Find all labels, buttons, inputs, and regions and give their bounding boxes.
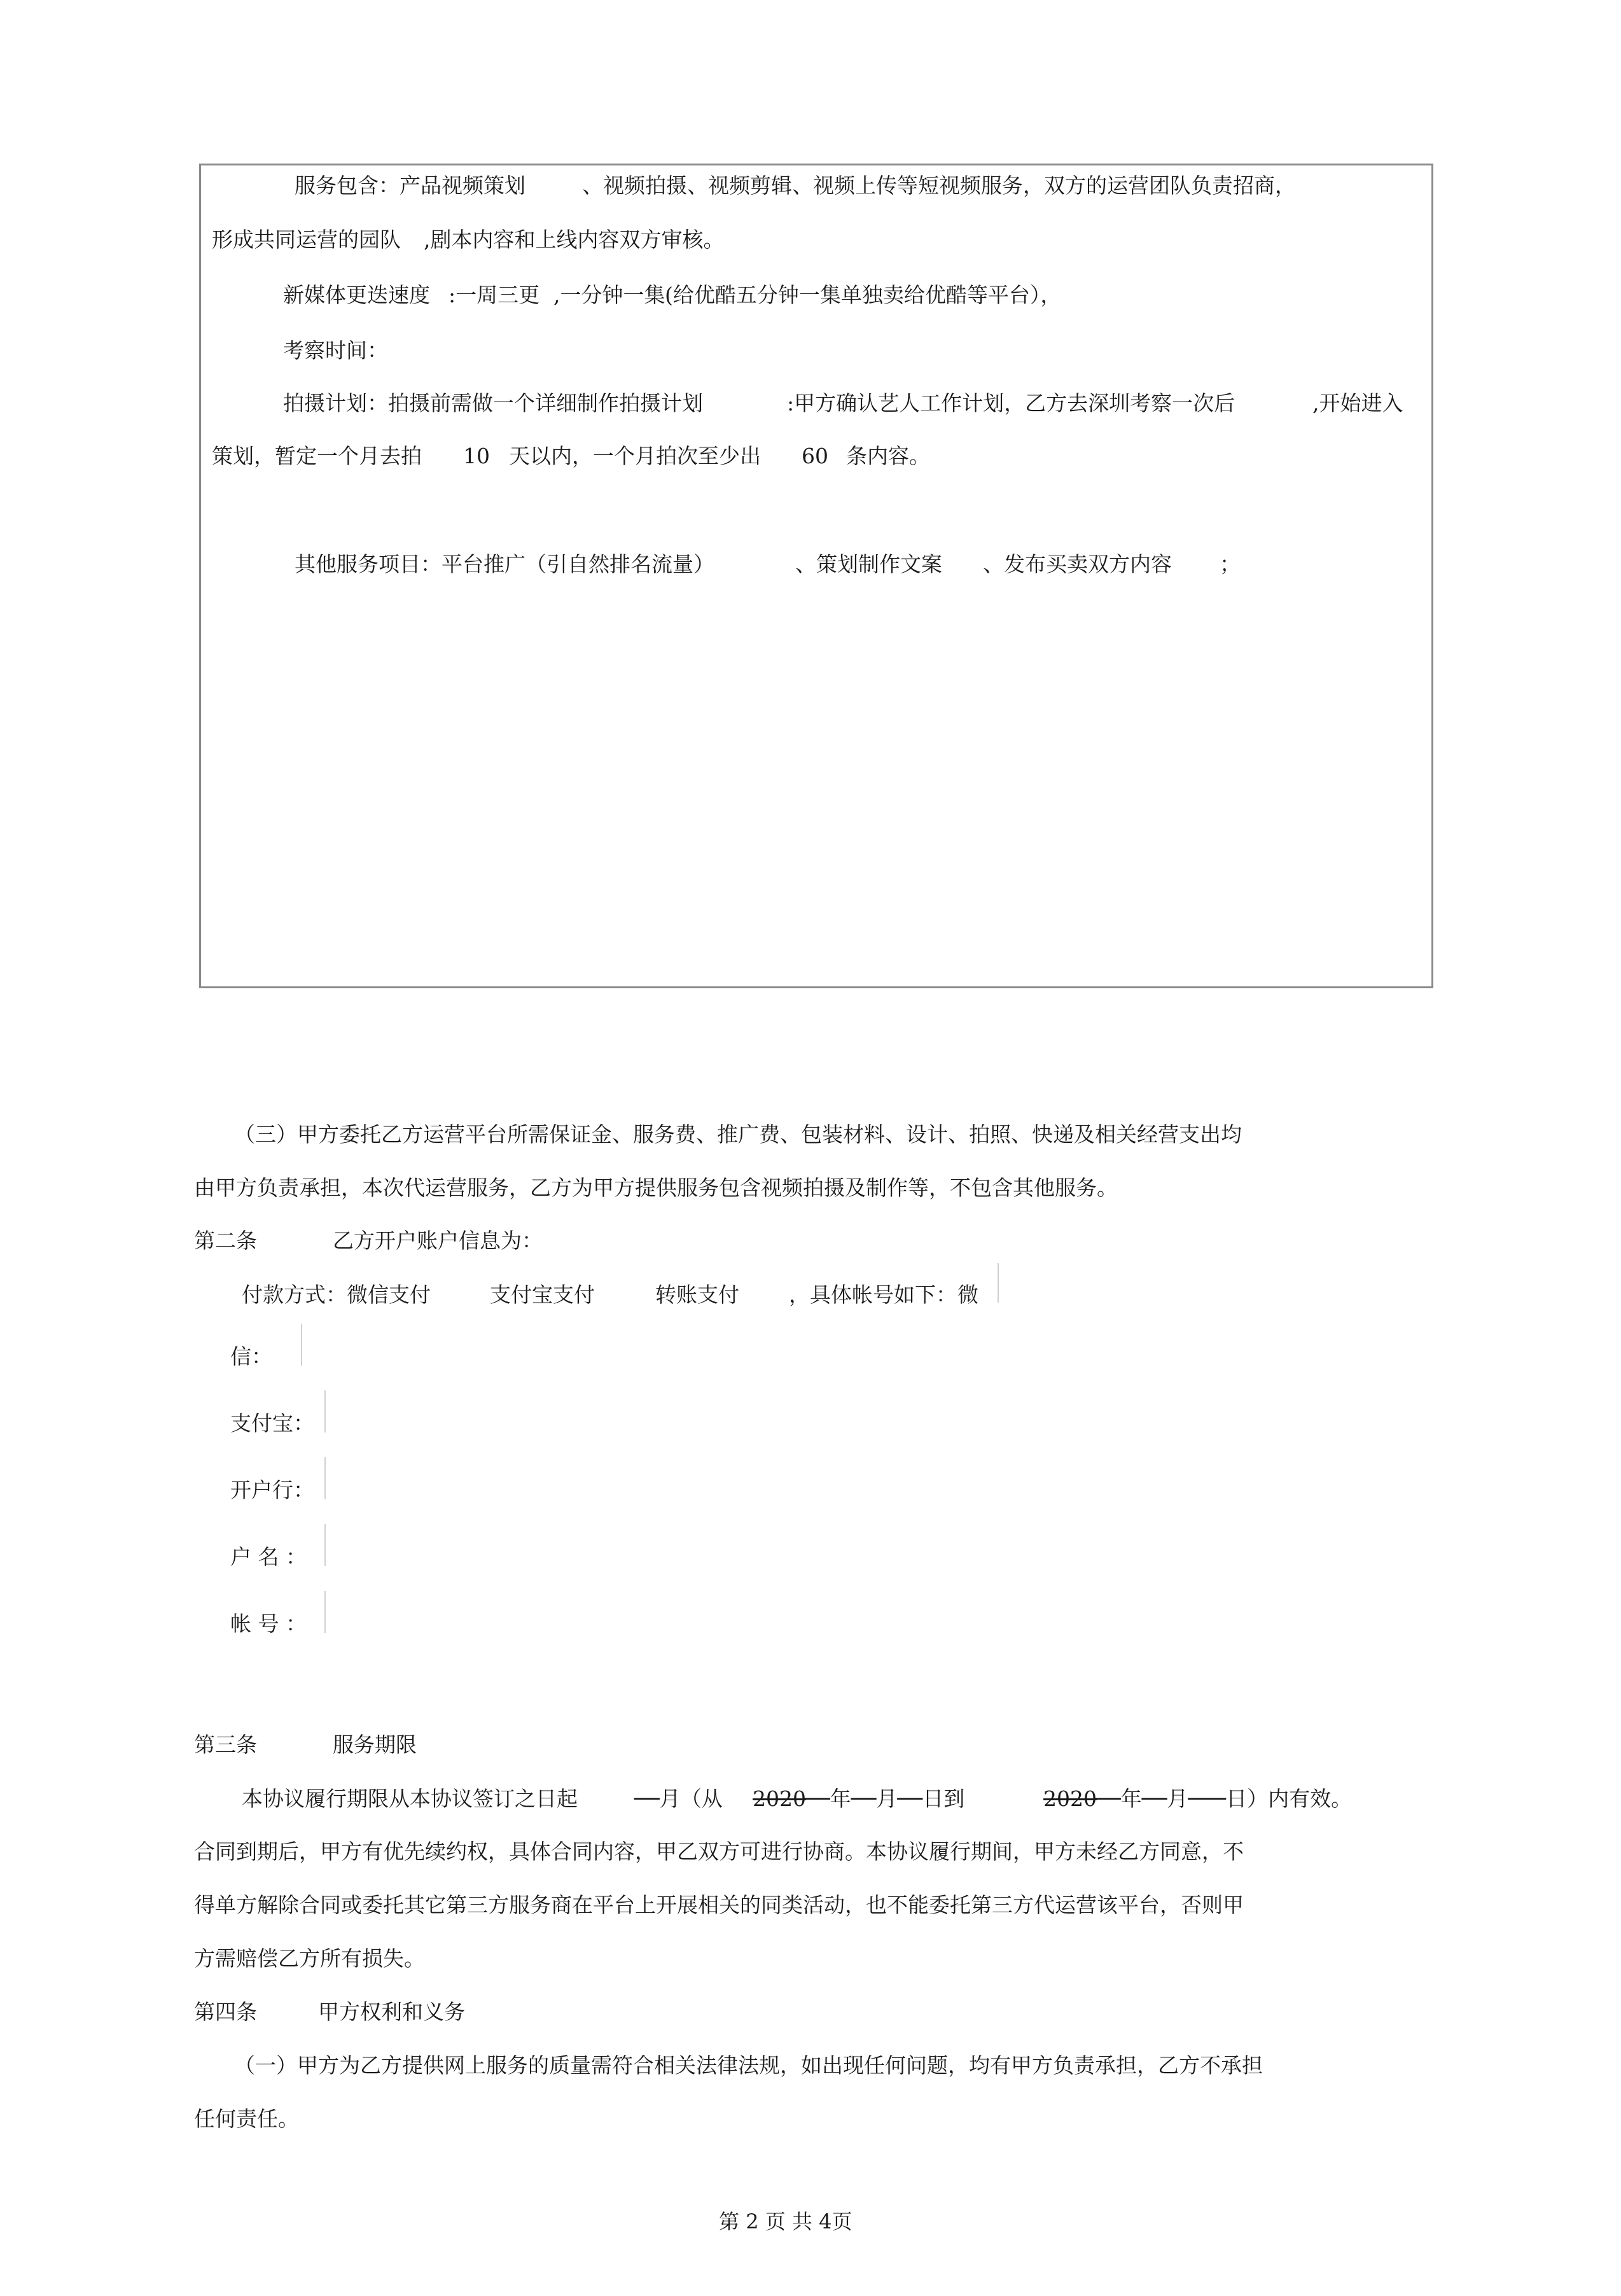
- page-footer: [719, 2211, 852, 2232]
- article2-label: 第二条: [194, 1228, 257, 1253]
- alipay-label: 支付宝：: [230, 1411, 314, 1436]
- start-year: 2020: [753, 1786, 806, 1811]
- box-p1b: 、视频拍摄、视频剪辑、视频上传等短视频服务，双方的运营团队负责招商，: [582, 173, 1296, 198]
- box-p2a: 形成共同运营的园队: [212, 227, 401, 252]
- footer-middle: 页 共: [765, 2209, 812, 2234]
- article3-l2: 合同到期后，甲方有优先续约权，具体合同内容，甲乙双方可进行协商。本协议履行期间，甲方未经乙方同意，不: [194, 1839, 1244, 1864]
- article4-l2: 任何责任。: [194, 2106, 299, 2131]
- table-line: [324, 1524, 326, 1566]
- table-line: [324, 1390, 326, 1432]
- clause3-line1: （三）甲方委托乙方运营平台所需保证金、服务费、推广费、包装材料、设计、拍照、快递及相关经营支出均: [234, 1122, 1242, 1147]
- box-p6d: 60: [802, 444, 828, 468]
- footer-total-pages: 4: [819, 2209, 832, 2234]
- box-p6b: 10: [463, 444, 490, 468]
- payment-transfer: 转账支付: [655, 1282, 739, 1307]
- payment-method: 付款方式：微信支付: [242, 1282, 431, 1307]
- box-p7d: ；: [1220, 552, 1241, 577]
- box-p5a: 拍摄计划：拍摄前需做一个详细制作拍摄计划: [283, 391, 703, 416]
- account-number-label: 帐 号 ：: [230, 1611, 307, 1636]
- box-p7c: 、发布买卖双方内容: [983, 552, 1172, 577]
- clause3-line2: 由甲方负责承担，本次代运营服务，乙方为甲方提供服务包含视频拍摄及制作等，不包含其他服务。: [194, 1175, 1118, 1200]
- article3-l3: 得单方解除合同或委托其它第三方服务商在平台上开展相关的同类活动，也不能委托第三方代运营该平台，否则甲: [194, 1893, 1244, 1917]
- box-p7a: 其他服务项目：平台推广（引自然排名流量）: [295, 552, 714, 577]
- footer-suffix: 页: [831, 2209, 852, 2234]
- box-p6c: 天以内，一个月拍次至少出: [509, 444, 761, 468]
- article3-l1c: ──年──月──日到: [805, 1786, 965, 1811]
- box-p3b: :一周三更: [449, 283, 540, 307]
- box-p5b: :甲方确认艺人工作计划，乙方去深圳考察一次后: [787, 391, 1235, 416]
- box-p2b: ,剧本内容和上线内容双方审核。: [424, 227, 725, 252]
- box-p3c: ,一分钟一集: [553, 283, 665, 307]
- box-p3a: 新媒体更迭速度: [283, 283, 430, 307]
- table-line: [301, 1324, 302, 1366]
- payment-details: ，具体帐号如下：: [789, 1282, 957, 1307]
- end-year: 2020: [1043, 1786, 1097, 1811]
- bank-label: 开户行：: [230, 1478, 314, 1502]
- box-p6e: 条内容。: [846, 444, 930, 468]
- article3-title: 服务期限: [333, 1732, 417, 1757]
- box-p4: 考察时间：: [283, 338, 388, 363]
- footer-prefix: 第: [719, 2209, 740, 2234]
- table-line: [324, 1591, 326, 1633]
- article3-label: 第三条: [194, 1732, 257, 1757]
- box-p6a: 策划，暂定一个月去拍: [212, 444, 422, 468]
- box-p1a: 服务包含：产品视频策划: [295, 173, 525, 198]
- box-p5c: ,开始进入: [1312, 391, 1403, 416]
- article4-title: 甲方权利和义务: [318, 1999, 465, 2024]
- footer-page-number: 2: [746, 2209, 759, 2234]
- article3-l1d: ──年──月───日）内有效。: [1096, 1786, 1353, 1811]
- wechat-label: 信：: [230, 1344, 272, 1369]
- article4-l1: （一）甲方为乙方提供网上服务的质量需符合相关法律法规，如出现任何问题，均有甲方负责承担，乙方不承担: [234, 2053, 1263, 2078]
- article3-l1a: 本协议履行期限从本协议签订之日起: [242, 1786, 578, 1811]
- article4-label: 第四条: [194, 1999, 257, 2024]
- account-name-label: 户 名 ：: [230, 1544, 307, 1569]
- payment-alipay: 支付宝支付: [490, 1282, 595, 1307]
- payment-wechat-char: 微: [957, 1282, 978, 1307]
- article3-l1b: ──月（从: [634, 1786, 723, 1811]
- table-line: [324, 1457, 326, 1499]
- article3-l4: 方需赔偿乙方所有损失。: [194, 1946, 425, 1971]
- box-p3d: (给优酷五分钟一集单独卖给优酷等平台），: [665, 283, 1062, 307]
- article2-title: 乙方开户账户信息为：: [333, 1228, 543, 1253]
- box-p7b: 、策划制作文案: [795, 552, 942, 577]
- table-line: [998, 1263, 999, 1303]
